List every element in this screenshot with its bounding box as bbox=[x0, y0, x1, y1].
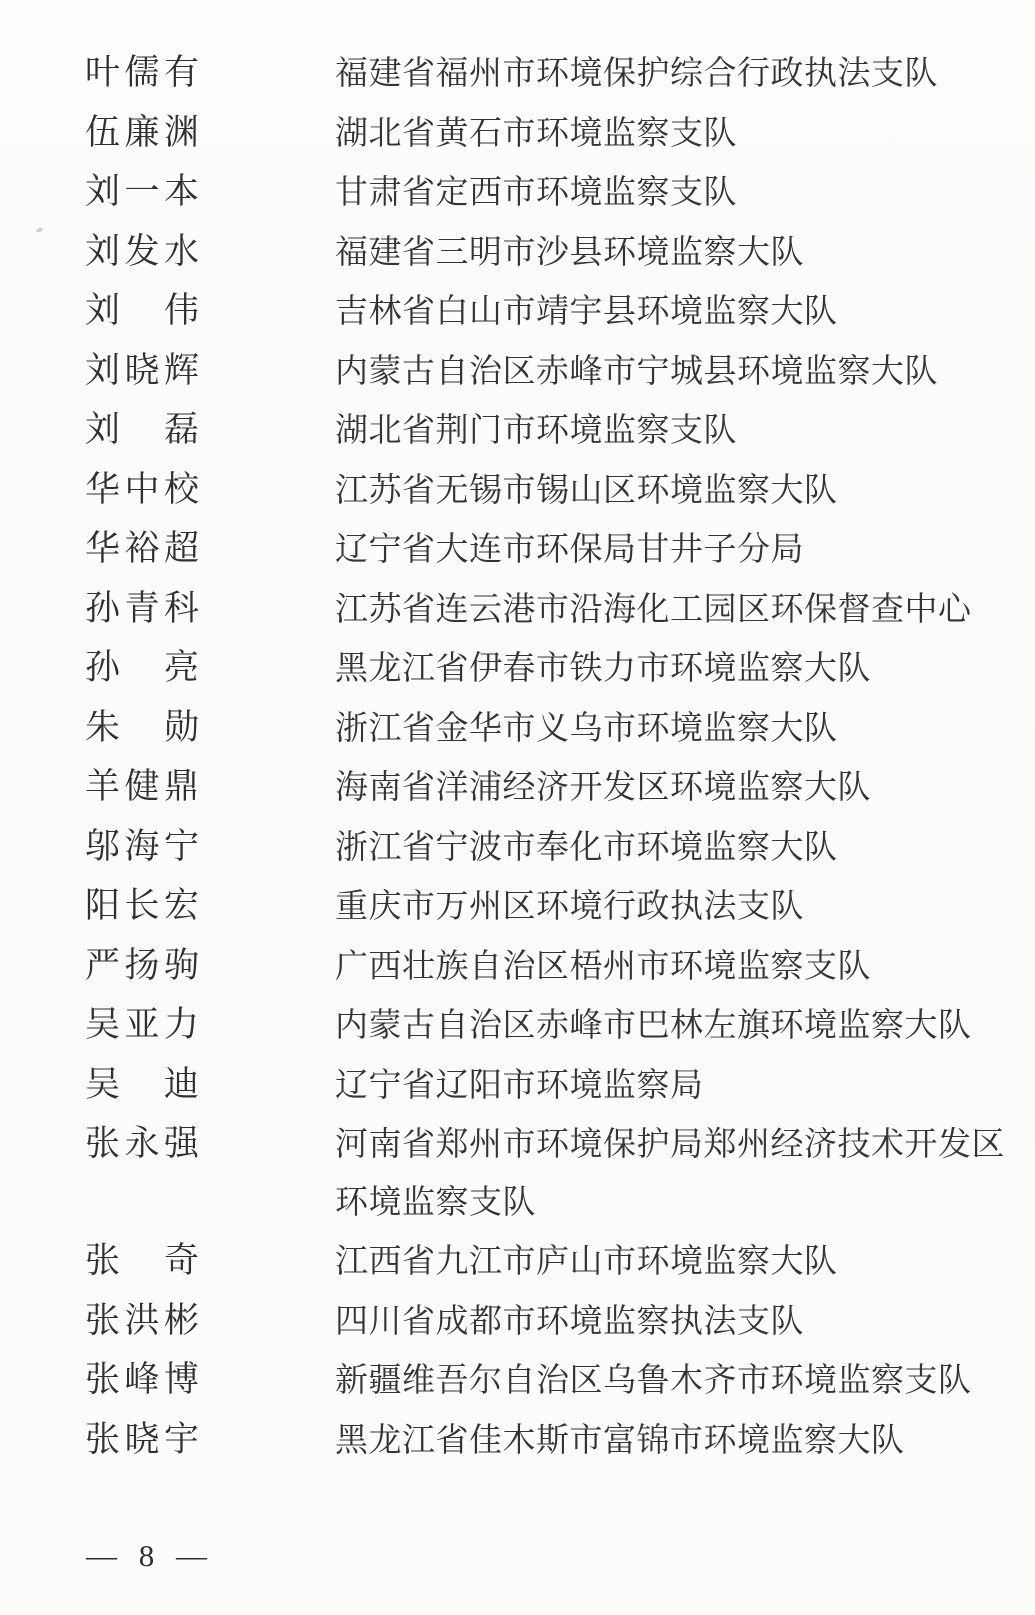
list-row bbox=[0, 580, 1035, 640]
organization-name: 浙江省金华市义乌市环境监察大队 bbox=[335, 710, 838, 747]
list-row bbox=[0, 342, 1035, 402]
list-row bbox=[0, 1292, 1035, 1352]
organization-name: 四川省成都市环境监察执法支队 bbox=[335, 1303, 804, 1340]
list-row bbox=[0, 520, 1035, 580]
organization-name: 甘肃省定西市环境监察支队 bbox=[335, 175, 737, 211]
person-name: 刘发水 bbox=[85, 231, 199, 271]
list-row bbox=[0, 1351, 1035, 1411]
award-list bbox=[0, 44, 1035, 1470]
person-name: 张峰博 bbox=[85, 1360, 199, 1399]
person-name: 华裕超 bbox=[85, 529, 199, 568]
page-number-text: — 8 — bbox=[86, 1538, 209, 1573]
organization-name: 辽宁省辽阳市环境监察局 bbox=[335, 1067, 704, 1104]
person-name: 阳长宏 bbox=[85, 886, 199, 925]
organization-name: 湖北省黄石市环境监察支队 bbox=[335, 115, 737, 152]
list-row bbox=[0, 401, 1035, 461]
list-row bbox=[0, 877, 1035, 937]
person-name: 张洪彬 bbox=[85, 1300, 199, 1340]
list-row bbox=[0, 1411, 1035, 1471]
person-name: 叶儒有 bbox=[85, 53, 199, 92]
person-name: 吴迪 bbox=[85, 1064, 199, 1104]
person-name: 严扬驹 bbox=[85, 945, 199, 985]
organization-name: 海南省洋浦经济开发区环境监察大队 bbox=[335, 770, 871, 806]
organization-name: 江西省九江市庐山市环境监察大队 bbox=[335, 1244, 838, 1280]
organization-name: 广西壮族自治区梧州市环境监察支队 bbox=[335, 948, 871, 985]
organization-name: 浙江省宁波市奉化市环境监察大队 bbox=[335, 829, 838, 866]
person-name: 刘晓辉 bbox=[85, 350, 199, 390]
person-name: 华中校 bbox=[85, 469, 199, 509]
organization-name: 辽宁省大连市环保局甘井子分局 bbox=[335, 532, 804, 568]
organization-name: 河南省郑州市环境保护局郑州经济技术开发区环境监察支队 bbox=[335, 1127, 1005, 1221]
organization-name: 黑龙江省佳木斯市富锦市环境监察大队 bbox=[335, 1422, 905, 1459]
organization-name: 江苏省连云港市沿海化工园区环保督查中心 bbox=[335, 591, 972, 628]
person-name: 孙青科 bbox=[85, 588, 199, 628]
person-name: 羊健鼎 bbox=[85, 767, 199, 806]
person-name: 孙亮 bbox=[85, 648, 199, 687]
list-row bbox=[0, 163, 1035, 223]
organization-name: 黑龙江省伊春市铁力市环境监察大队 bbox=[335, 651, 871, 687]
organization-name: 福建省三明市沙县环境监察大队 bbox=[335, 234, 804, 271]
organization-name: 内蒙古自治区赤峰市宁城县环境监察大队 bbox=[335, 353, 938, 390]
list-row bbox=[0, 818, 1035, 878]
list-row bbox=[0, 1232, 1035, 1292]
page-number bbox=[86, 1538, 209, 1574]
person-name: 刘一本 bbox=[85, 172, 199, 211]
person-name: 吴亚力 bbox=[85, 1005, 199, 1044]
organization-name: 新疆维吾尔自治区乌鲁木齐市环境监察支队 bbox=[335, 1363, 972, 1399]
list-row bbox=[0, 223, 1035, 283]
list-row bbox=[0, 104, 1035, 164]
organization-name: 重庆市万州区环境行政执法支队 bbox=[335, 889, 804, 925]
list-row bbox=[0, 758, 1035, 818]
person-name: 张晓宇 bbox=[85, 1419, 199, 1459]
list-row bbox=[0, 937, 1035, 997]
person-name: 朱勋 bbox=[85, 707, 199, 747]
list-row bbox=[0, 996, 1035, 1056]
organization-name: 福建省福州市环境保护综合行政执法支队 bbox=[335, 56, 938, 92]
person-name: 邬海宁 bbox=[85, 826, 199, 866]
person-name: 刘磊 bbox=[85, 410, 199, 449]
person-name: 伍廉渊 bbox=[85, 112, 199, 152]
organization-name: 江苏省无锡市锡山区环境监察大队 bbox=[335, 472, 838, 509]
organization-name: 内蒙古自治区赤峰市巴林左旗环境监察大队 bbox=[335, 1008, 972, 1044]
list-row bbox=[0, 1115, 1035, 1232]
organization-name: 吉林省白山市靖宇县环境监察大队 bbox=[335, 294, 838, 330]
person-name: 张奇 bbox=[85, 1241, 199, 1280]
list-row bbox=[0, 699, 1035, 759]
person-name: 刘伟 bbox=[85, 291, 199, 330]
list-row bbox=[0, 461, 1035, 521]
list-row bbox=[0, 44, 1035, 104]
list-row bbox=[0, 639, 1035, 699]
list-row bbox=[0, 282, 1035, 342]
organization-name: 湖北省荆门市环境监察支队 bbox=[335, 413, 737, 449]
person-name: 张永强 bbox=[85, 1124, 199, 1163]
list-row bbox=[0, 1056, 1035, 1116]
